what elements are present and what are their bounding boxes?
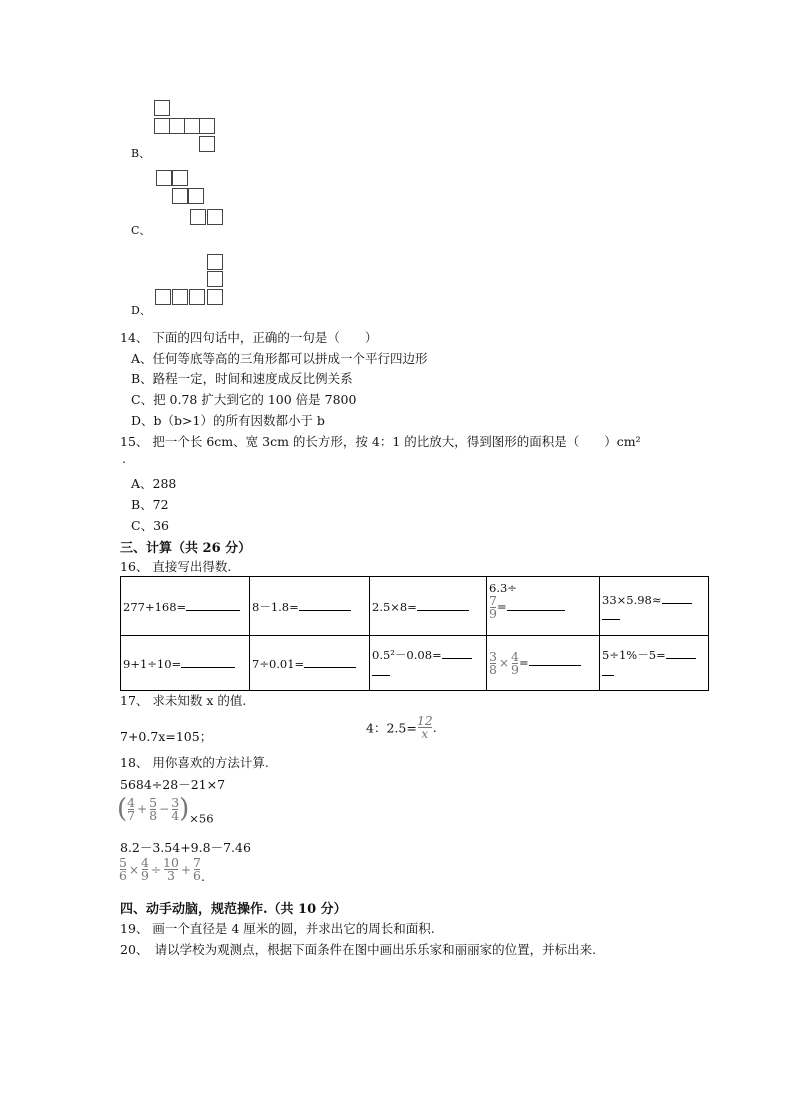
- q17-equation-2: [366, 715, 437, 740]
- q18-expression-1: 5684÷28－21×7: [120, 777, 226, 792]
- right-paren: ): [179, 794, 190, 824]
- calc-expr: 7÷0.01=: [252, 657, 305, 671]
- fraction: $\frac{4}{7}$: [127, 794, 136, 823]
- fraction: $\frac{7}{9}$: [489, 593, 497, 621]
- calc-cell: [250, 636, 370, 691]
- q20-stem: 20、 请以学校为观测点，根据下面条件在图中画出乐乐家和丽丽家的位置，并标出来.: [120, 942, 597, 957]
- net-square: [169, 118, 185, 134]
- answer-blank[interactable]: [666, 646, 696, 659]
- calc-cell: [250, 577, 370, 636]
- option-d-label[interactable]: D、: [131, 304, 151, 317]
- q18-expression-3: 8.2－3.54+9.8－7.46: [120, 840, 251, 855]
- q15-option-c[interactable]: C、36: [131, 518, 169, 533]
- q14-stem: 14、 下面的四句话中，正确的一句是（ ）: [120, 330, 378, 345]
- fraction: $\frac{5}{8}$: [149, 794, 158, 823]
- answer-blank[interactable]: [372, 663, 390, 676]
- divide-sign: ÷: [150, 862, 162, 877]
- times-sign: ×: [128, 862, 140, 877]
- calc-cell: [121, 577, 250, 636]
- net-square: [154, 100, 170, 116]
- q18-stem: 18、 用你喜欢的方法计算.: [120, 755, 269, 770]
- expression-tail: ×56: [189, 811, 214, 826]
- calc-cell: [600, 577, 709, 636]
- option-c-label[interactable]: C、: [131, 224, 151, 237]
- answer-blank[interactable]: [602, 663, 614, 676]
- equals-sign: =: [518, 655, 529, 669]
- calc-expr: 8－1.8=: [252, 599, 299, 614]
- calc-expr: 0.5²－0.08=: [372, 648, 442, 662]
- q15-stem: 15、 把一个长 6cm、宽 3cm 的长方形，按 4：1 的比放大，得到图形的面积是（ ）cm²: [120, 434, 641, 449]
- answer-blank[interactable]: [442, 646, 472, 659]
- net-square: [154, 118, 170, 134]
- left-paren: (: [117, 794, 128, 824]
- net-square: [199, 118, 215, 134]
- q18-expression-4: [119, 857, 205, 884]
- calc-cell: [370, 577, 487, 636]
- period: .: [432, 720, 437, 735]
- fraction: $\frac{4}{9}$: [511, 648, 519, 677]
- calc-expr: 5÷1%－5=: [602, 648, 666, 662]
- section-4-heading: 四、动手动脑，规范操作.（共 10 分）: [120, 902, 347, 917]
- fraction: $\frac{12}{x}$: [416, 713, 433, 741]
- answer-blank[interactable]: [299, 598, 351, 611]
- answer-blank[interactable]: [507, 598, 565, 611]
- plus-sign: +: [137, 802, 148, 816]
- q15-option-a[interactable]: A、288: [131, 476, 177, 491]
- answer-blank[interactable]: [529, 653, 581, 666]
- net-square: [172, 188, 188, 204]
- net-square: [172, 170, 188, 186]
- q17-stem: 17、 求未知数 x 的值.: [120, 693, 247, 708]
- fraction: $\frac{4}{9}$: [141, 855, 149, 883]
- period: .: [200, 869, 205, 884]
- equals-sign: =: [496, 599, 507, 614]
- answer-blank[interactable]: [186, 598, 240, 611]
- minus-sign: −: [159, 802, 170, 816]
- net-square: [189, 289, 205, 305]
- calc-expr: 9+1÷10=: [123, 657, 182, 671]
- fraction: $\frac{3}{4}$: [171, 794, 180, 823]
- equation-left: 4：2.5=: [366, 720, 417, 736]
- times-sign: ×: [498, 656, 510, 670]
- q18-expression-2: [117, 794, 214, 826]
- net-square: [184, 118, 200, 134]
- net-square: [190, 209, 206, 225]
- calc-cell: [487, 577, 600, 636]
- calc-expr: 2.5×8=: [372, 600, 417, 614]
- calc-cell: [487, 636, 600, 691]
- net-square: [207, 289, 223, 305]
- calc-expr: 277+168=: [123, 600, 187, 614]
- net-square: [188, 188, 204, 204]
- q15-trailing-dot: .: [122, 451, 126, 466]
- calc-cell: [600, 636, 709, 691]
- option-b-label[interactable]: B、: [131, 147, 151, 160]
- q17-equation-1: 7+0.7x=105；: [120, 729, 213, 744]
- net-square: [172, 289, 188, 305]
- section-3-heading: 三、计算（共 26 分）: [120, 541, 252, 556]
- net-square: [207, 209, 223, 225]
- answer-blank[interactable]: [602, 607, 620, 620]
- q16-calc-table: [120, 576, 709, 691]
- q14-option-b[interactable]: B、路程一定，时间和速度成反比例关系: [131, 371, 353, 386]
- answer-blank[interactable]: [662, 591, 692, 604]
- fraction: $\frac{10}{3}$: [163, 855, 179, 883]
- net-square: [199, 136, 215, 152]
- net-square: [155, 289, 171, 305]
- q15-option-b[interactable]: B、72: [131, 497, 169, 512]
- calc-expr: 6.3÷: [489, 581, 517, 595]
- plus-sign: +: [180, 862, 191, 877]
- q14-option-c[interactable]: C、把 0.78 扩大到它的 100 倍是 7800: [131, 392, 357, 407]
- calc-expr: 33×5.98≈: [602, 593, 662, 607]
- answer-blank[interactable]: [304, 655, 356, 668]
- calc-cell: [121, 636, 250, 691]
- answer-blank[interactable]: [181, 655, 235, 668]
- calc-cell: [370, 636, 487, 691]
- fraction: $\frac{3}{8}$: [489, 648, 497, 677]
- net-square: [207, 254, 223, 270]
- q14-option-d[interactable]: D、b（b>1）的所有因数都小于 b: [131, 413, 325, 428]
- net-square: [207, 271, 223, 287]
- q16-stem: 16、 直接写出得数.: [120, 559, 232, 574]
- fraction: $\frac{5}{6}$: [119, 855, 127, 883]
- q14-option-a[interactable]: A、任何等底等高的三角形都可以拼成一个平行四边形: [131, 351, 428, 366]
- net-square: [156, 170, 172, 186]
- table-row: [121, 636, 709, 691]
- table-row: [121, 577, 709, 636]
- q19-stem: 19、 画一个直径是 4 厘米的圆，并求出它的周长和面积.: [120, 921, 435, 936]
- fraction: $\frac{7}{6}$: [193, 855, 201, 883]
- answer-blank[interactable]: [417, 598, 469, 611]
